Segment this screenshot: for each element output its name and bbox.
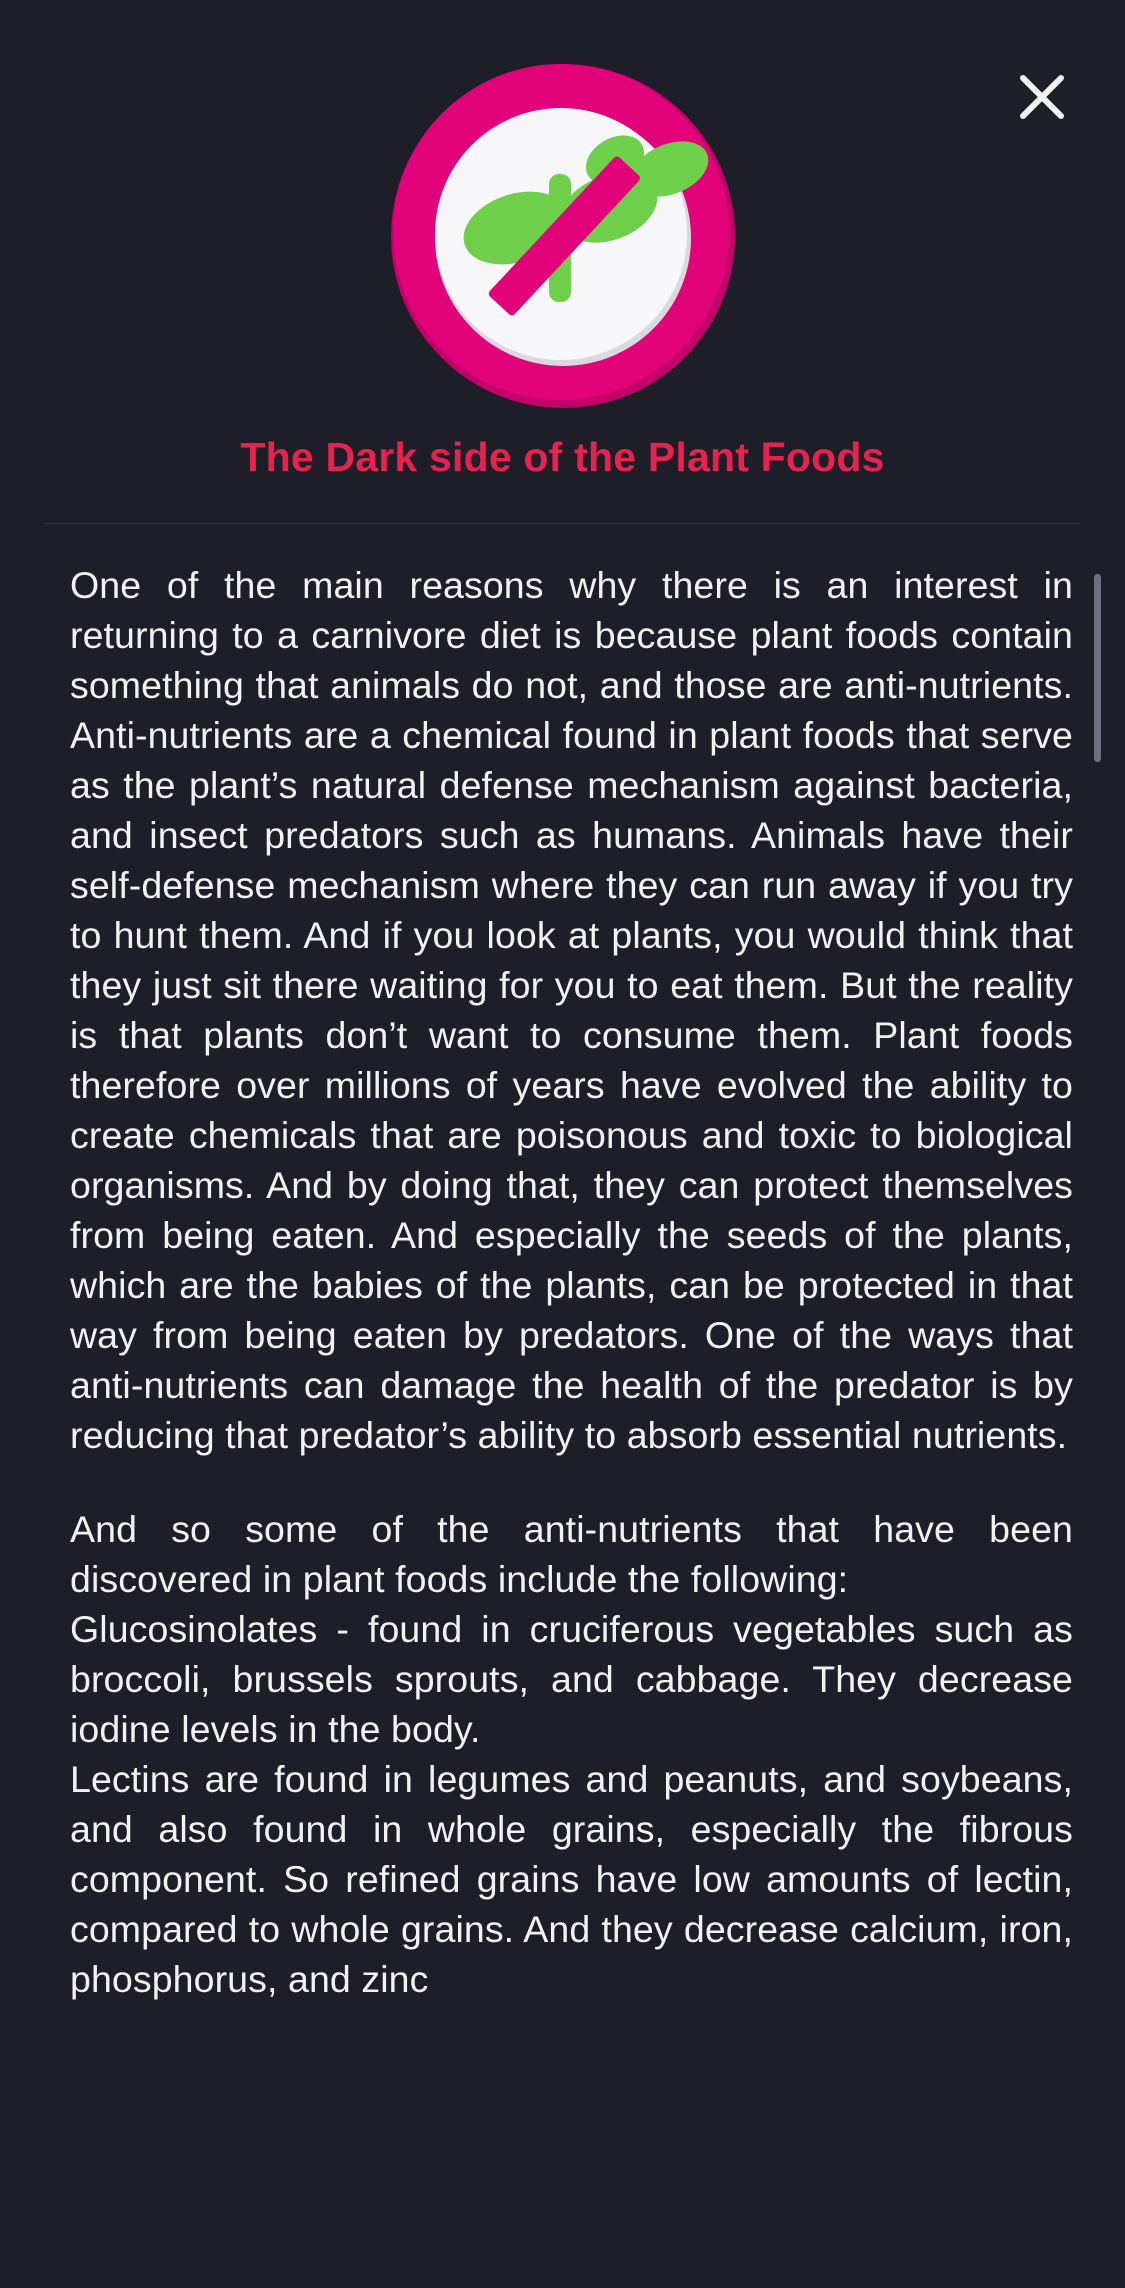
no-plant-foods-icon [383,56,743,416]
close-button[interactable] [1007,62,1077,132]
header-divider [45,523,1080,524]
antinutrient-glucosinolates: Glucosinolates - found in cruciferous vegetables such as broccoli, brussels sprouts, and cabbage. They decrease iodine levels in the body. [70,1608,1073,1750]
article-body[interactable] [0,560,1125,2288]
antinutrients-intro: And so some of the anti-nutrients that have been discovered in plant foods include the following: [70,1508,1073,1600]
page-title: The Dark side of the Plant Foods [240,434,885,480]
scrollbar[interactable] [1094,560,1101,2288]
scrollbar-thumb[interactable] [1094,574,1101,762]
paragraph-1: One of the main reasons why there is an interest in returning to a carnivore diet is because plant foods contain something that animals do not, and those are anti-nutrients. Anti-nutrients are a chemical found in plant foods that serve as the plant’s natural defense mechanism against bacteria, and insect predators such as humans. Animals have their self-defense mechanism where they can run away if you try to hunt them. And if you look at plants, you would think that they just sit there waiting for you to eat them. But the reality is that plants don’t want to consume them. Plant foods therefore over millions of years have evolved the ability to create chemicals that are poisonous and toxic to biological organisms. And by doing that, they can protect themselves from being eaten. And especially the seeds of the plants, which are the babies of the plants, can be protected in that way from being eaten by predators. One of the ways that anti-nutrients can damage the health of the predator is by reducing that predator’s ability to absorb essential nutrients. [70,564,1073,1456]
antinutrient-lectins: Lectins are found in legumes and peanuts, and soybeans, and also found in whole grains, especially the fibrous component. So refined grains have low amounts of lectin, compared to whole grains. And they decrease calcium, iron, phosphorus, and zinc [70,1758,1073,2000]
modal-header [0,0,1125,524]
paragraph-2 [70,1504,1073,2004]
close-icon [1016,71,1068,123]
